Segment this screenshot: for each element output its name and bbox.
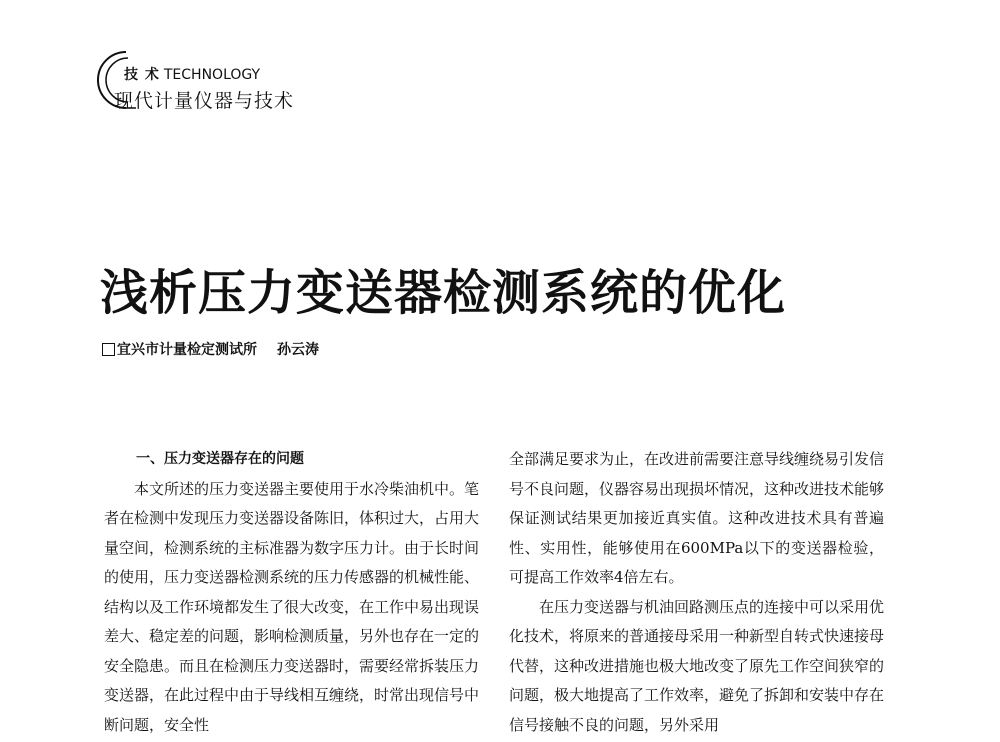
body-column-right [509,445,884,740]
section-header [96,44,416,124]
magazine-name: 现代计量仪器与技术 [114,90,295,112]
article-title: 浅析压力变送器检测系统的优化 [100,265,787,322]
affiliation: 宜兴市计量检定测试所 [117,342,257,358]
byline [102,339,319,359]
section-heading: 一、压力变送器存在的问题 [136,451,304,467]
author: 孙云涛 [277,342,319,358]
section-label-en: TECHNOLOGY [163,67,261,83]
section-label-cn: 技 术 [124,67,160,83]
square-bullet-icon [102,343,115,356]
section-label [124,64,260,84]
body-column-left [104,445,479,740]
body-paragraph: 在压力变送器与机油回路测压点的连接中可以采用优化技术，将原来的普通接母采用一种新型自转式快速接母代替，这种改进措施也极大地改变了原先工作空间狭窄的问题，极大地提高了工作效率，避免了拆卸和安装中存在信号接触不良的问题，另外采用 [509,597,885,734]
body-paragraph: 本文所述的压力变送器主要使用于水冷柴油机中。笔者在检测中发现压力变送器设备陈旧，体积过大，占用大量空间，检测系统的主标准器为数字压力计。由于长时间的使用，压力变送器检测系统的压力传感器的机械性能、结构以及工作环境都发生了很大改变，在工作中易出现误差大、稳定差的问题，影响检测质量，另外也存在一定的安全隐患。而且在检测压力变送器时，需要经常拆装压力变送器，在此过程中由于导线相互缠绕，时常出现信号中断问题，安全性 [104,479,480,734]
body-paragraph: 全部满足要求为止，在改进前需要注意导线缠绕易引发信号不良问题，仪器容易出现损坏情况，这种改进技术能够保证测试结果更加接近真实值。这种改进技术具有普遍性、实用性，能够使用在600MPa以下的变送器检验，可提高工作效率4倍左右。 [509,450,885,586]
